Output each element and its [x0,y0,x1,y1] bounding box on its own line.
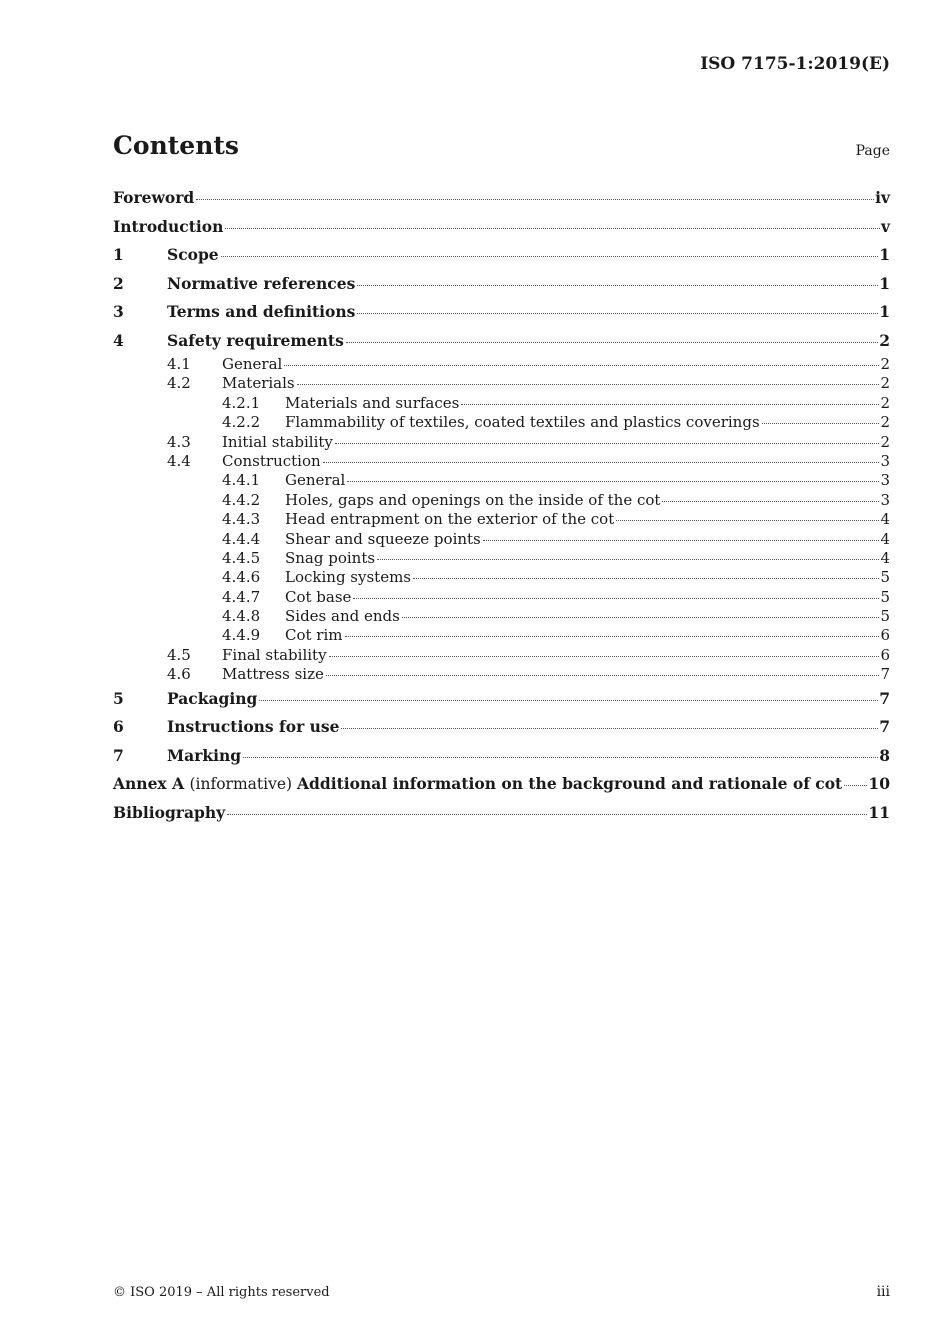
toc-entry[interactable] [113,452,890,471]
toc-entry-page: 6 [880,645,890,664]
toc-entry-page: 6 [880,626,890,645]
toc-entry-page: 7 [879,688,890,708]
toc-entry-number: 4.1 [167,355,191,373]
toc-entry-title: Cot base [285,587,352,606]
toc-leader-dots [616,520,879,521]
toc-entry-page: iv [875,188,890,207]
toc-entry-number: 4.4.9 [222,626,261,645]
toc-entry-page: 5 [880,587,890,606]
toc-entry[interactable] [113,607,890,626]
toc-entry[interactable] [113,588,890,607]
toc-leader-dots [335,443,880,444]
toc-leader-dots [357,285,878,286]
toc-entry-page: 4 [880,548,890,567]
toc-entry[interactable] [113,298,890,327]
toc-entry-number: 5 [113,688,124,708]
toc-entry-title [113,770,843,799]
toc-leader-dots [413,578,879,579]
toc-entry-title: General [222,355,283,373]
toc-entry-title: Construction [222,451,321,470]
toc-leader-dots [353,598,879,599]
toc-leader-dots [329,656,880,657]
toc-entry[interactable] [113,742,890,771]
toc-entry-title: Introduction [113,216,224,236]
toc-entry-page: 7 [879,717,890,737]
toc-entry-page: 4 [880,529,890,548]
toc-leader-dots [347,481,879,482]
toc-entry-title: Sides and ends [285,607,400,626]
toc-entry-title: Initial stability [222,432,333,451]
toc-leader-dots [259,700,878,701]
toc-entry-number: 4.2 [167,374,191,393]
toc-entry-page: 5 [880,607,890,626]
toc-leader-dots [221,256,879,257]
toc-entry[interactable] [113,270,890,299]
toc-leader-dots [762,423,880,424]
toc-entry-page: 7 [880,665,890,684]
toc-leader-dots [341,728,878,729]
toc-leader-dots [284,365,879,366]
toc-entry-number: 4.4.7 [222,587,261,606]
toc-entry[interactable] [113,770,890,799]
toc-entry[interactable] [113,646,890,665]
toc-entry-title: Flammability of textiles, coated textiles and plastics coverings [285,413,760,432]
toc-leader-dots [196,199,874,200]
toc-entry-page: 3 [880,490,890,509]
toc-entry[interactable] [113,184,890,213]
toc-entry[interactable] [113,665,890,684]
toc-entry-title: Locking systems [285,568,412,587]
toc-entry[interactable] [113,626,890,645]
toc-entry-number: 4.4.1 [222,471,261,490]
toc-entry-title: Scope [167,245,219,264]
toc-entry-title: Shear and squeeze points [285,529,481,548]
toc-leader-dots [357,313,878,314]
toc-entry-page: 11 [868,802,890,822]
toc-entry[interactable] [113,394,890,413]
toc-entry-page: 1 [879,273,890,293]
toc-entry-page: 2 [880,413,890,432]
toc-leader-dots [662,501,879,502]
toc-leader-dots [243,757,878,758]
toc-leader-dots [483,540,880,541]
toc-entry-title: Foreword [113,188,195,207]
toc-leader-dots [227,814,867,815]
toc-entry[interactable] [113,433,890,452]
toc-entry-page: 8 [879,745,890,765]
toc-entry-number: 4.4.4 [222,529,261,548]
toc-entry-page: 2 [879,330,890,350]
toc-entry[interactable] [113,241,890,270]
toc-leader-dots [345,636,880,637]
toc-entry-page: 5 [880,568,890,587]
toc-entry-number: 4.4.8 [222,607,261,626]
toc-entry-title: Safety requirements [167,330,344,350]
toc-leader-dots [402,617,880,618]
toc-entry[interactable] [113,713,890,742]
toc-entry-page: 3 [880,471,890,490]
footer-copyright: © ISO 2019 – All rights reserved [113,1285,330,1300]
annex-title: Additional information on the background and rationale of cot [297,774,843,794]
toc-entry-number: 4 [113,330,124,350]
toc-entry-number: 4.4.2 [222,490,261,509]
document-id: ISO 7175-1:2019(E) [700,54,890,74]
toc-entry-title: Marking [167,745,242,765]
toc-entry[interactable] [113,213,890,242]
toc-leader-dots [323,462,880,463]
toc-entry-title: Mattress size [222,665,324,684]
toc-entry[interactable] [113,549,890,568]
toc-leader-dots [346,342,878,343]
toc-leader-dots [326,675,880,676]
toc-entry-page: 2 [880,432,890,451]
toc-entry-title: Materials and surfaces [285,393,460,412]
toc-entry-page: 2 [880,355,890,373]
toc-entry[interactable] [113,327,890,356]
toc-entry-title: Materials [222,374,295,393]
table-of-contents [113,184,890,827]
toc-entry[interactable] [113,355,890,374]
toc-leader-dots [297,384,880,385]
toc-entry-title: Normative references [167,273,356,293]
toc-entry[interactable] [113,471,890,490]
toc-entry-page: 10 [868,774,890,794]
contents-title: Contents [113,131,240,160]
toc-entry-number: 6 [113,717,124,737]
toc-leader-dots [225,228,880,229]
toc-entry-title: Packaging [167,688,258,708]
toc-entry-title: Final stability [222,645,327,664]
toc-entry-page: 2 [880,393,890,412]
toc-entry[interactable] [113,568,890,587]
toc-leader-dots [377,559,879,560]
toc-entry[interactable] [113,799,890,828]
toc-entry[interactable] [113,510,890,529]
toc-entry-title: Bibliography [113,802,226,822]
toc-entry-number: 4.4.3 [222,510,261,529]
toc-leader-dots [461,404,879,405]
annex-type: (informative) [189,775,297,794]
toc-entry-number: 4.3 [167,432,191,451]
toc-entry-title: Cot rim [285,626,343,645]
footer-page-number: iii [876,1284,890,1300]
toc-entry-number: 4.2.1 [222,393,261,412]
toc-entry-page: v [880,216,890,236]
toc-entry-title: Holes, gaps and openings on the inside of the cot [285,490,661,509]
toc-entry-page: 1 [879,302,890,321]
toc-entry-page: 2 [880,374,890,393]
toc-entry[interactable] [113,530,890,549]
annex-label: Annex A [113,774,190,794]
toc-leader-dots [844,785,867,786]
toc-entry-page: 3 [880,451,890,470]
toc-entry-title: Snag points [285,548,376,567]
toc-entry-number: 4.4.6 [222,568,261,587]
toc-entry-page: 1 [879,245,890,264]
toc-entry-number: 1 [113,245,124,264]
toc-entry-number: 2 [113,273,124,293]
toc-entry[interactable] [113,413,890,432]
page-column-label: Page [855,143,890,159]
toc-entry-page: 4 [880,510,890,529]
toc-entry-title: General [285,471,346,490]
toc-entry-title: Terms and definitions [167,302,356,321]
toc-entry-number: 7 [113,745,124,765]
toc-entry[interactable] [113,491,890,510]
toc-entry-number: 4.2.2 [222,413,261,432]
toc-entry-number: 4.5 [167,645,191,664]
toc-entry-number: 4.4.5 [222,548,261,567]
toc-entry-number: 4.4 [167,451,191,470]
toc-entry[interactable] [113,685,890,714]
toc-entry-number: 4.6 [167,665,191,684]
toc-entry[interactable] [113,374,890,393]
toc-entry-number: 3 [113,302,124,321]
toc-entry-title: Head entrapment on the exterior of the cot [285,510,615,529]
toc-entry-title: Instructions for use [167,717,340,737]
